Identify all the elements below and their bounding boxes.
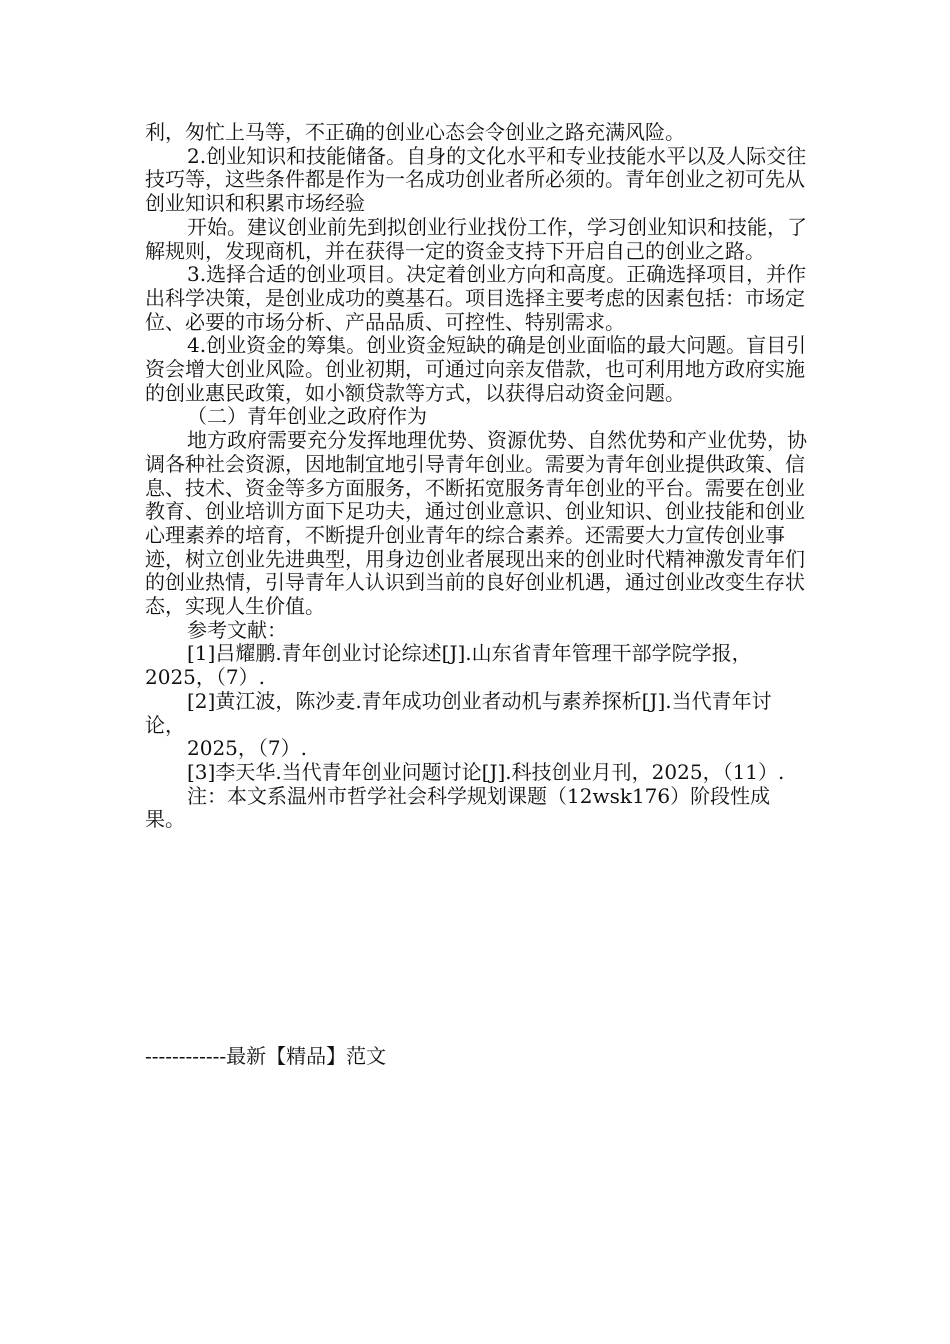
reference-item: [2]黄江波，陈沙麦.青年成功创业者动机与素养探析[J].当代青年讨论，	[145, 688, 772, 737]
paragraph: 4.创业资金的筹集。创业资金短缺的确是创业面临的最大问题。盲目引资会增大创业风险。创业初期，可通过向亲友借款，也可利用地方政府实施的创业惠民政策，如小额贷款等方式，以获得启动资金问题。	[145, 333, 807, 405]
footnote: 注：本文系温州市哲学社会科学规划课题（12wsk176）阶段性成果。	[145, 783, 771, 832]
paragraph: 3.选择合适的创业项目。决定着创业方向和高度。正确选择项目，并作出科学决策，是创业成功的奠基石。项目选择主要考虑的因素包括：市场定位、必要的市场分析、产品品质、可控性、特别需求。	[145, 262, 807, 334]
paragraph: 2.创业知识和技能储备。自身的文化水平和专业技能水平以及人际交往技巧等，这些条件都是作为一名成功创业者所必须的。青年创业之初可先从创业知识和积累市场经验	[145, 143, 807, 216]
paragraph: 利，匆忙上马等，不正确的创业心态会令创业之路充满风险。	[145, 120, 685, 144]
section-heading: （二）青年创业之政府作为	[187, 404, 427, 429]
reference-item: [1]吕耀鹏.青年创业讨论综述[J].山东省青年管理干部学院学报，2025，（7）.	[145, 641, 752, 690]
reference-item-continued: 2025，（7）.	[187, 736, 307, 761]
references-heading: 参考文献：	[187, 617, 287, 642]
page-footer: ------------最新【精品】范文	[145, 1044, 387, 1068]
reference-item: [3]李天华.当代青年创业问题讨论[J].科技创业月刊，2025，（11）.	[187, 759, 785, 784]
paragraph: 开始。建议创业前先到拟创业行业找份工作，学习创业知识和技能，了解规则，发现商机，并在获得一定的资金支持下开启自己的创业之路。	[145, 214, 807, 263]
paragraph: 地方政府需要充分发挥地理优势、资源优势、自然优势和产业优势，协调各种社会资源，因地制宜地引导青年创业。需要为青年创业提供政策、信息、技术、资金等多方面服务，不断拓宽服务青年创业的平台。需要在创业教育、创业培训方面下足功夫，通过创业意识、创业知识、创业技能和创业心理素养的培育，不断提升创业青年的综合素养。还需要大力宣传创业事迹，树立创业先进典型，用身边创业者展现出来的创业时代精神激发青年们的创业热情，引导青年人认识到当前的良好创业机遇，通过创业改变生存状态，实现人生价值。	[145, 428, 807, 619]
document-body	[145, 121, 810, 832]
